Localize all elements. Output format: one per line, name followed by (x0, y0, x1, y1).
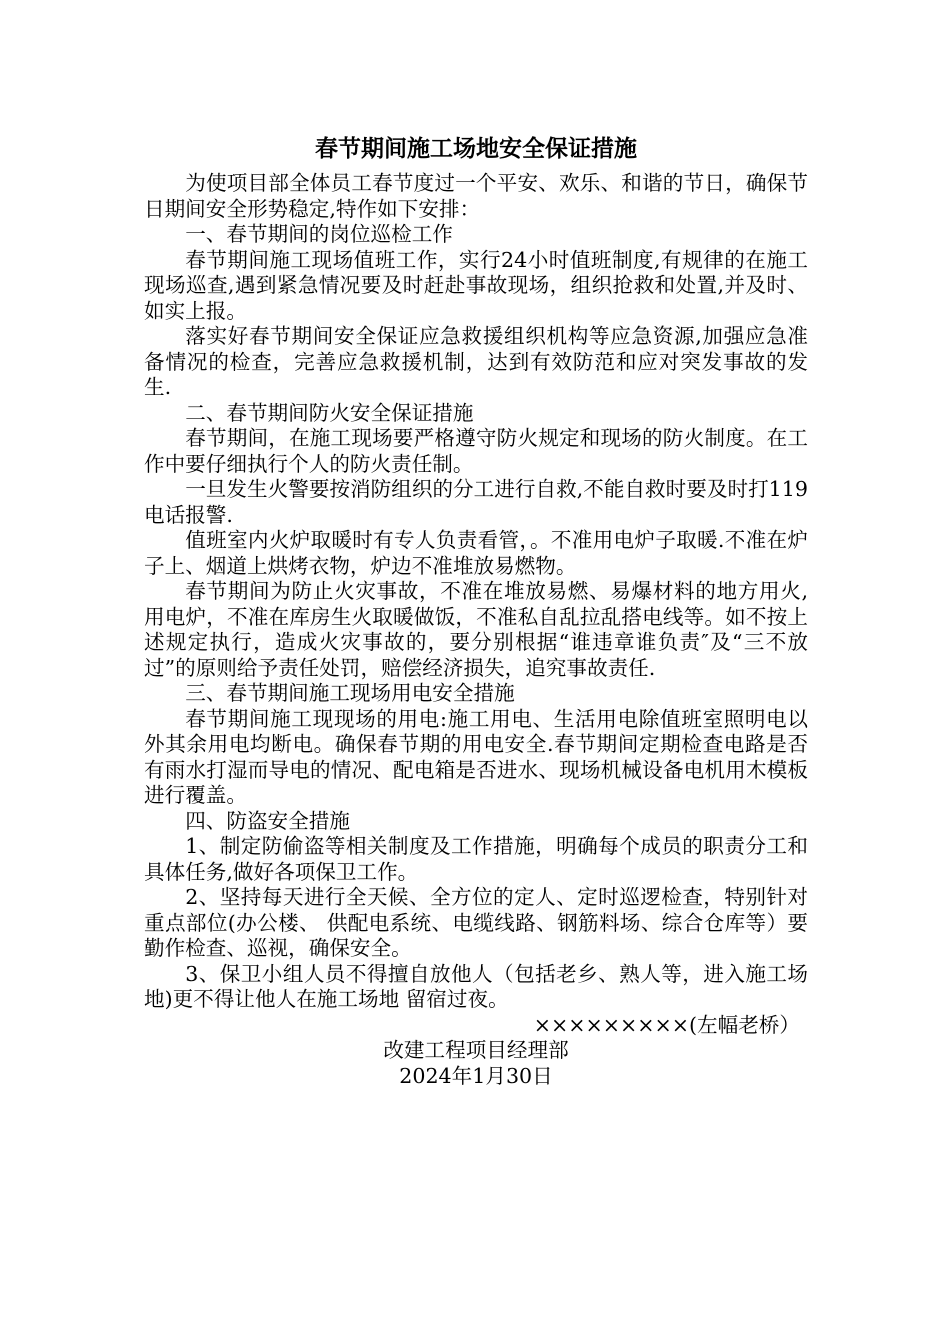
paragraph: 一旦发生火警要按消防组织的分工进行自救,不能自救时要及时打119电话报警. (144, 477, 808, 527)
paragraph: 1、制定防偷盗等相关制度及工作措施，明确每个成员的职责分工和具体任务,做好各项保卫工作。 (144, 834, 808, 884)
signature-org-line2: 改建工程项目经理部 (383, 1038, 569, 1062)
paragraph: 春节期间施工现现场的用电:施工用电、生活用电除值班室照明电以外其余用电均断电。确保春节期的用电安全.春节期间定期检查电路是否有雨水打湿而导电的情况、配电箱是否进水、现场机械设备电机用木模板进行覆盖。 (144, 706, 808, 807)
paragraph: 落实好春节期间安全保证应急救援组织机构等应急资源,加强应急准备情况的检查，完善应急救援机制，达到有效防范和应对突发事故的发生. (144, 324, 808, 399)
signature-date: 2024年1月30日 (399, 1063, 553, 1088)
section-heading-electrical-safety: 三、春节期间施工现场用电安全措施 (185, 681, 515, 705)
paragraph: 值班室内火炉取暖时有专人负责看管，。不准用电炉子取暖.不准在炉子上、烟道上烘烤衣物，炉边不准堆放易燃物。 (144, 528, 808, 578)
paragraph: 春节期间为防止火灾事故，不准在堆放易燃、易爆材料的地方用火,用电炉，不准在库房生火取暖做饭，不准私自乱拉乱搭电线等。如不按上述规定执行，造成火灾事故的，要分别根据“谁违章谁负责″及“三不放过”的原则给予责任处罚，赔偿经济损失，追究事故责任. (144, 579, 808, 680)
section-heading-theft-prevention: 四、防盗安全措施 (185, 808, 350, 833)
section-heading-patrol: 一、春节期间的岗位巡检工作 (185, 222, 453, 246)
intro-paragraph: 为使项目部全体员工春节度过一个平安、欢乐、和谐的节日，确保节日期间安全形势稳定,特作如下安排： (144, 171, 808, 221)
paragraph: 春节期间施工现场值班工作，实行24小时值班制度,有规律的在施工现场巡查,遇到紧急情况要及时赶赴事故现场，组织抢救和处置,并及时、如实上报。 (144, 247, 808, 323)
document-title: 春节期间施工场地安全保证措施 (315, 135, 637, 162)
section-heading-fire-safety: 二、春节期间防火安全保证措施 (185, 400, 474, 425)
document-page (144, 128, 808, 1089)
paragraph: 春节期间，在施工现场要严格遵守防火规定和现场的防火制度。在工作中要仔细执行个人的防火责任制。 (144, 426, 808, 476)
paragraph: 2、坚持每天进行全天候、全方位的定人、定时巡逻检查，特别针对重点部位(办公楼、 供配电系统、电缆线路、钢筋料场、综合仓库等）要勤作检查、巡视，确保安全。 (144, 885, 808, 960)
paragraph: 3、保卫小组人员不得擅自放他人（包括老乡、熟人等，进入施工场地)更不得让他人在施工场地 留宿过夜。 (144, 961, 808, 1011)
signature-org-line1: ×××××××××(左幅老桥） (533, 1012, 800, 1037)
